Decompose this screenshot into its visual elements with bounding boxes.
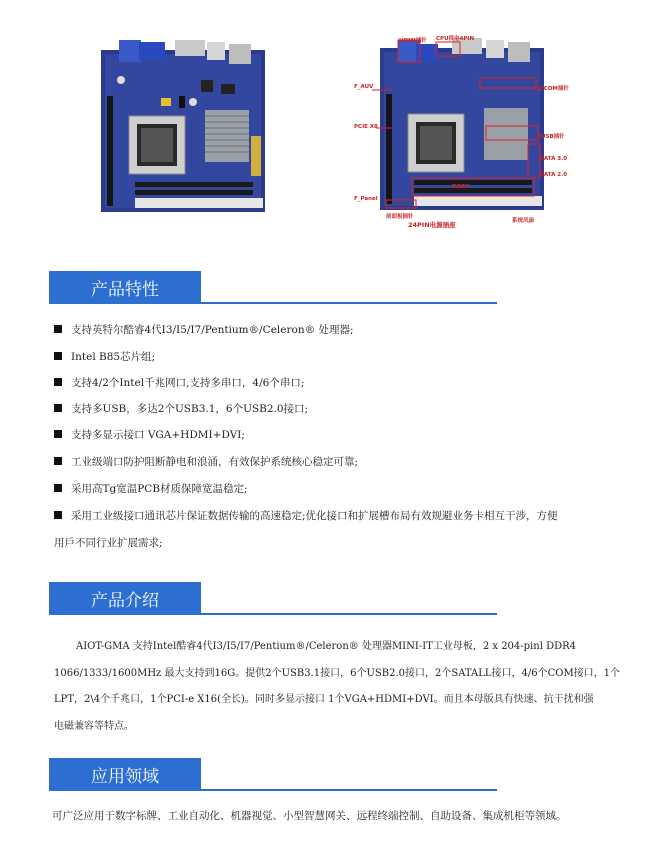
pcie-label: PCIE X8 xyxy=(354,124,378,130)
intro-line: 1066/1333/1600MHz 最大支持到16G。提供2个USB3.1接口，6个USB2.0接口，2个SATALL接口，4/6个COM接口，1个 xyxy=(54,668,621,679)
feature-item: 采用工业级接口通讯芯片保证数据传输的高速稳定;优化接口和扩展槽布局有效规避业务卡相互干涉，方便 xyxy=(54,508,558,523)
bullet-square-icon xyxy=(54,325,62,333)
section-divider xyxy=(49,613,497,615)
feature-item: 支持英特尔酷睿4代I3/I5/I7/Pentium®/Celeron® 处理器; xyxy=(54,322,353,337)
atx-power-label: 24PIN电源插座 xyxy=(408,221,456,229)
feature-item: 工业级端口防护阻断静电和浪涌，有效保护系统核心稳定可靠; xyxy=(54,454,358,469)
applications-text: 可广泛应用于数字标牌、工业自动化、机器视觉、小型智慧网关、远程终端控制、自助设备、集成机柜等领域。 xyxy=(52,810,567,822)
pusb-label: PUSB插针 xyxy=(537,134,565,140)
ddr-label: DDR3 xyxy=(452,184,470,190)
motherboard-photo xyxy=(101,40,273,214)
feature-item: 支持4/2个Intel千兆网口,支持多串口，4/6个串口; xyxy=(54,375,304,390)
cpu-power-label: CPU供电4PIN xyxy=(436,36,475,42)
feature-item: 支持多显示接口 VGA+HDMI+DVI; xyxy=(54,427,245,442)
sata2-label: SATA 2.0 xyxy=(540,172,568,178)
feature-item-continuation: 用戶不同行业扩展需求; xyxy=(54,537,163,549)
bullet-square-icon xyxy=(54,430,62,438)
bullet-square-icon xyxy=(54,378,62,386)
feature-item: 支持多USB，多达2个USB3.1，6个USB2.0接口; xyxy=(54,401,308,416)
section-applications-title: 应用领域 xyxy=(91,767,159,787)
f-auv-label: F_AUV xyxy=(354,84,374,90)
section-features-title: 产品特性 xyxy=(91,280,159,300)
section-divider xyxy=(49,789,497,791)
feature-item: Intel B85芯片组; xyxy=(54,349,155,364)
bullet-square-icon xyxy=(54,457,62,465)
bullet-square-icon xyxy=(54,352,62,360)
section-features-header xyxy=(49,271,201,303)
f-panel-label: F_Panel xyxy=(354,196,378,202)
section-applications-header xyxy=(49,758,201,790)
section-divider xyxy=(49,302,497,304)
bullet-square-icon xyxy=(54,511,62,519)
bullet-square-icon xyxy=(54,404,62,412)
section-intro-header xyxy=(49,582,201,614)
intro-line: 电磁兼容等特点。 xyxy=(54,721,134,732)
com-label: 6*COM插针 xyxy=(537,86,569,92)
section-intro-title: 产品介绍 xyxy=(91,591,159,611)
bullet-square-icon xyxy=(54,484,62,492)
motherboard-annotated-photo xyxy=(352,34,569,230)
intro-line: LPT，2\4个千兆口，1个PCI-e X16(全长)。同时多显示接口 1个VGA+HDMI+DVI。而且本母版具有快速、抗干扰和强 xyxy=(54,694,594,705)
feature-item: 采用高Tg宽温PCB材质保障宽温稳定; xyxy=(54,481,248,496)
front-panel-label: 前面板插针 xyxy=(386,214,414,220)
intro-line: AIOT-GMA 支持Intel酷睿4代I3/I5/I7/Pentium®/Celeron® 处理器MINI-IT工业母板，2 x 204-pinl DDR4 xyxy=(76,641,576,652)
sata3-label: SATA 3.0 xyxy=(540,156,568,162)
sys-fan-label: 系统风扇 xyxy=(512,218,535,224)
hdmi-label: HDMI插针 xyxy=(399,38,427,44)
